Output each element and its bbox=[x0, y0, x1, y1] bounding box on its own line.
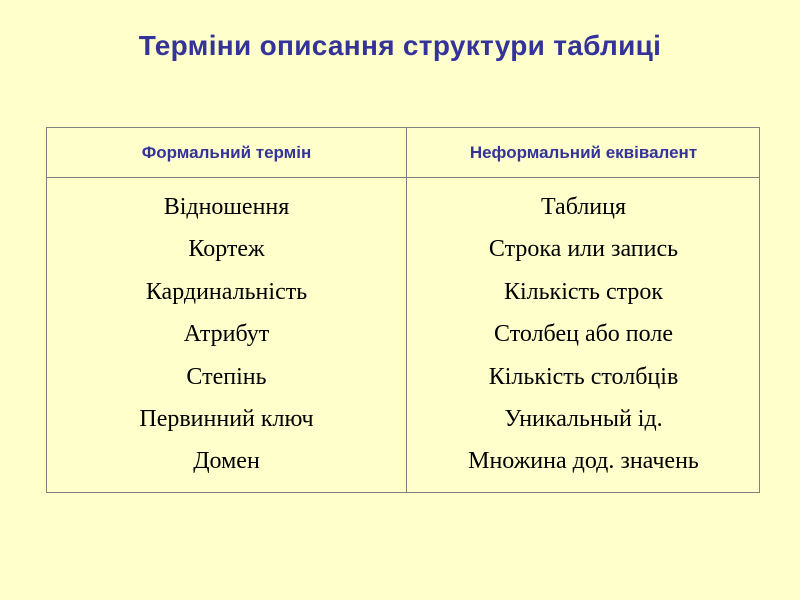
formal-term-tuple: Кортеж bbox=[188, 236, 265, 263]
informal-row-count: Кількість строк bbox=[503, 278, 664, 305]
formal-terms-column bbox=[47, 186, 406, 483]
informal-unique-id: Уникальный ід. bbox=[504, 405, 663, 432]
header-divider bbox=[47, 177, 759, 178]
informal-value-set: Множина дод. значень bbox=[468, 448, 699, 475]
formal-term-relation: Відношення bbox=[163, 194, 290, 220]
formal-term-domain: Домен bbox=[193, 448, 260, 475]
informal-equivalents-column bbox=[407, 186, 760, 483]
terms-table bbox=[46, 127, 760, 493]
page-title: Терміни описання структури таблиці bbox=[138, 30, 662, 61]
informal-column-count: Кількість столбців bbox=[488, 363, 679, 390]
informal-column-or-field: Столбец або поле bbox=[494, 321, 673, 348]
formal-term-attribute: Атрибут bbox=[183, 321, 270, 348]
informal-row-or-record: Строка или запись bbox=[488, 236, 679, 263]
formal-term-degree: Степінь bbox=[186, 363, 267, 390]
formal-term-cardinality: Кардинальність bbox=[145, 278, 308, 305]
header-formal-term: Формальний термін bbox=[141, 142, 312, 162]
informal-table: Таблиця bbox=[540, 194, 627, 220]
header-informal-equivalent: Неформальний еквівалент bbox=[469, 142, 698, 162]
formal-term-primary-key: Первинний ключ bbox=[139, 405, 314, 432]
